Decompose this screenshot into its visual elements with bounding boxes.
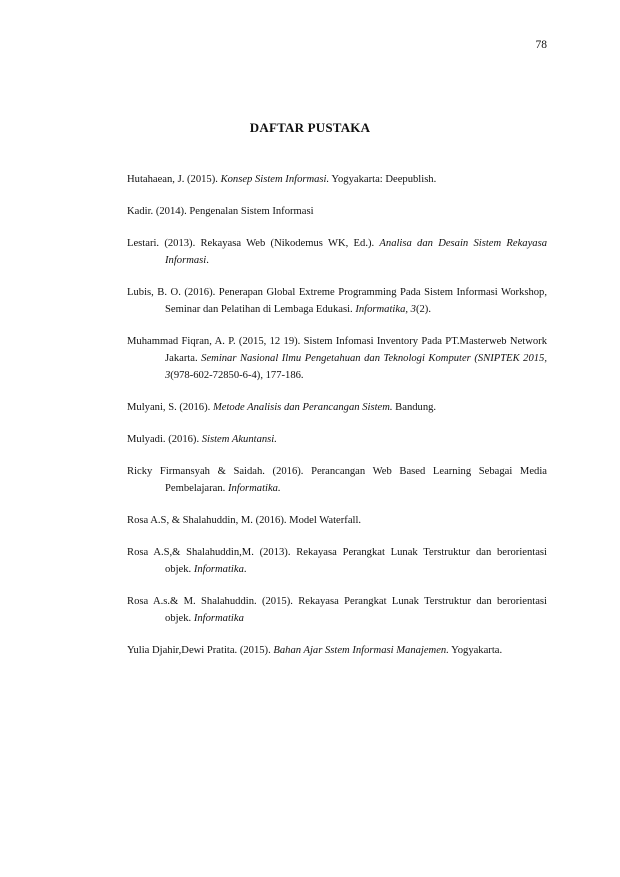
reference-entry [127,284,547,318]
reference-text: Lubis, B. O. (2016). Penerapan Global Extreme Programming Pada Sistem Informasi Workshop, Seminar dan Pelatihan di Lembaga Edukasi. [127,287,547,315]
reference-entry [127,235,547,269]
reference-italic-text: Analisa dan Desain Sistem Rekayasa Informasi [165,238,547,266]
reference-entry [127,333,547,384]
reference-entry [127,593,547,627]
reference-text: Bandung. [392,402,437,413]
reference-entry [127,203,547,220]
reference-text: Kadir. (2014). Pengenalan Sistem Informasi [127,206,314,217]
reference-italic-text: Konsep Sistem Informasi. [220,174,330,185]
reference-text: Rosa A.s.& M. Shalahuddin. (2015). Rekayasa Perangkat Lunak Terstruktur dan berorientasi objek. [127,596,547,624]
reference-italic-text: Seminar Nasional Ilmu Pengetahuan dan Teknologi Komputer (SNIPTEK 2015, 3 [165,353,547,381]
reference-text: Hutahaean, J. (2015). [127,174,221,185]
reference-text: Mulyani, S. (2016). [127,402,213,413]
reference-italic-text: Informatika. [227,483,281,494]
reference-text: Rosa A.S, & Shalahuddin, M. (2016). Model Waterfall. [127,515,362,526]
reference-text: Lestari. (2013). Rekayasa Web (Nikodemus WK, Ed.). [127,238,380,249]
page-title: DAFTAR PUSTAKA [249,120,371,135]
reference-entry [127,544,547,578]
reference-list [127,171,547,674]
reference-text: . [206,255,209,266]
reference-entry [127,463,547,497]
reference-text: Yulia Djahir,Dewi Pratita. (2015). [127,645,274,656]
page-number: 78 [535,39,547,51]
reference-text: (978-602-72850-6-4), 177-186. [170,370,304,381]
reference-italic-text: Informatika [193,564,244,575]
reference-italic-text: Metode Analisis dan Perancangan Sistem. [212,402,393,413]
reference-text: Muhammad Fiqran, A. P. (2015, 12 19). Sistem Infomasi Inventory Pada PT.Masterweb Network Jakarta. [127,336,547,364]
reference-text: Ricky Firmansyah & Saidah. (2016). Perancangan Web Based Learning Sebagai Media Pembelajaran. [127,466,547,494]
reference-entry [127,399,547,416]
reference-entry [127,642,547,659]
reference-text: Yogyakarta. [448,645,503,656]
reference-text: Mulyadi. (2016). [127,434,202,445]
reference-italic-text: Bahan Ajar Sstem Informasi Manajemen. [273,645,449,656]
reference-italic-text: Informatika [193,613,244,624]
reference-entry [127,431,547,448]
reference-entry [127,171,547,188]
reference-text: Rosa A.S,& Shalahuddin,M. (2013). Rekayasa Perangkat Lunak Terstruktur dan berorientasi objek. [127,547,547,575]
reference-italic-text: Informatika, 3 [355,304,416,315]
reference-text: Yogyakarta: Deepublish. [329,174,437,185]
reference-entry [127,512,547,529]
reference-text: (2). [415,304,431,315]
reference-text: . [243,564,247,575]
reference-italic-text: Sistem Akuntansi. [201,434,277,445]
